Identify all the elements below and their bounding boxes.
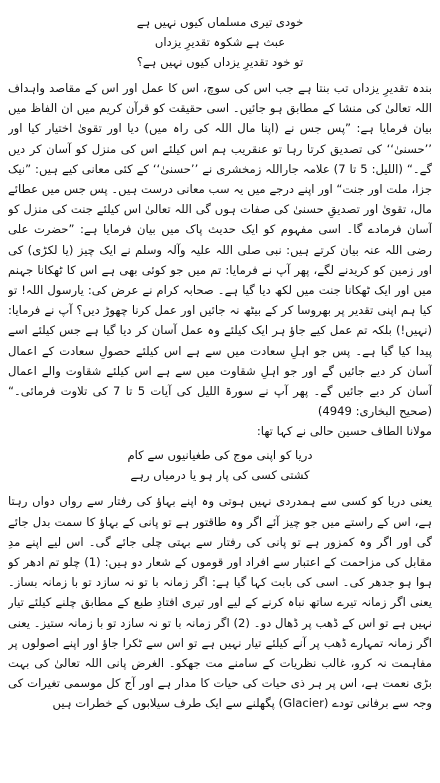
poem-top-line-3: تو خود تقدیرِ یزداں کیوں نہیں ہے؟ (136, 55, 304, 69)
poem-top-line-2: عبث ہے شکوہ تقدیرِ یزداں (154, 35, 286, 49)
poem-bottom-line-2: کشتی کسی کی پار ہو یا درمیاں رہے (130, 468, 310, 483)
paragraph-2: یعنی دریا کو کسی سے ہمدردی نہیں ہوتی وہ اپنے بہاؤ کی رفتار سے رواں دواں رہتا ہے، اس کے راستے میں جو چیز آئے اگر وہ طاقتور ہے تو پانی کے بہاؤ کا سمت بدل جائے گی اور اگر وہ کمزور ہے تو پانی کی رفتار سے بہتی چلی جائے گی۔ اس لیے اپنے مدِ مقابل کی مزاحمت کے اعتبار سے افراد اور قوموں کے شعار دو ہیں: (1) چلو تم ادھر کو ہوا ہو جدھر کی۔ اسی کی بابت کہا گیا ہے: اگر زمانہ با تو نہ سازد تو با زمانہ بساز۔ یعنی اگر زمانہ تیرے ساتھ نباہ کرنے کے لیے اور تیری افتادِ طبع کے مطابق چلنے کیلئے تیار نہیں ہے تو اس کے ڈھب پر ڈھال دو۔ (2) اگر زمانہ با تو نہ سازد تو با زمانہ ستیز۔ یعنی اگر زمانہ تمہارے ڈھب پر آنے کیلئے تیار نہیں ہے تو اس سے ٹکرا جاؤ اور اپنے اصولوں پر مفاہمت نہ کرو، غالب نظریات کے سامنے مت جھکو۔ الغرض پانی اللہ تعالیٰ کی بہت بڑی نعمت ہے، اس پر ہر ذی حیات کی حیات کا مدار ہے اور آج کل موسمی تغیرات کی وجہ سے برفانی تودے (Glacier) پگھلنے سے ایک طرف سیلابوں کے خطرات ہیں (8, 494, 432, 711)
poem-top-line-1: خودی تیری مسلماں کیوں نہیں ہے (136, 15, 304, 29)
article-page (8, 4, 432, 779)
poem-top (8, 12, 432, 72)
attribution-line: مولانا الطاف حسین حالی نے کہا تھا: (256, 424, 432, 439)
poem-bottom-line-1: دریا کو اپنی موج کی طغیانیوں سے کام (127, 448, 313, 463)
paragraph-1: بندہ تقدیرِ یزداں تب بنتا ہے جب اس کی سوچ، اس کا عمل اور اس کے مقاصد واہداف اللہ تعالیٰ کی منشا کے مطابق ہو جائیں۔ اسی حقیقت کو قرآن کریم میں ان الفاظ میں بیان فرمایا ہے: ”پس جس نے (اپنا مال اللہ کی راہ میں) دیا اور تقویٰ اختیار کیا اور ’’حسنیٰ‘‘ کی تصدیق کرتا رہا تو عنقریب ہم اس کیلئے اس کی منزل کو آسان کر دیں گے۔“ (اللیل: 5 تا 7) علامہ جاراللہ زمخشری نے ’’حسنیٰ‘‘ کے کئی معانی کیے ہیں: ”نیک جزا، ملت اور جنت“ اور اپنے درجے میں یہ سب معانی درست ہیں۔ پس جس میں عطائے مال، تقویٰ اور تصدیقِ حسنیٰ کی صفات ہوں گی اللہ تعالیٰ اس کیلئے جنت کی منزل کو آسان فرمادے گا۔ اسی مفہوم کو ایک حدیث پاک میں بیان فرمایا ہے: ”حضرت علی رضی اللہ عنہ بیان کرتے ہیں: نبی صلی اللہ علیہ وآلہ وسلم نے ایک چیز (یا لکڑی) کی اور زمین کو کریدنے لگے، پھر آپ نے فرمایا: تم میں جو کوئی بھی ہے اس کا ٹھکانا جہنم میں اور ایک ٹھکانا جنت میں لکھ دیا گیا ہے۔ صحابہ کرام نے عرض کی: یارسول اللہ! تو کیا ہم اپنی تقدیر پر بھروسا کر کے بیٹھ نہ جائیں اور عمل کرنا چھوڑ دیں؟ آپ نے فرمایا: (نہیں!) بلکہ تم عمل کیے جاؤ ہر ایک کیلئے وہ عمل آسان کر دیا گیا ہے جس کیلئے اسے پیدا کیا گیا ہے۔ پس جو اہلِ سعادت میں سے ہے اس کیلئے حصولِ سعادت کے اعمال آسان کر دیے جائیں گے اور جو اہلِ شقاوت میں سے ہے اس کیلئے شقاوت والے اعمال آسان کر دیے جائیں گے۔ پھر آپ نے سورۃ اللیل کی آیات 5 تا 7 کی تلاوت فرمائی۔“ (صحیح البخاری: 4949) (8, 81, 432, 419)
poem-bottom (8, 445, 432, 485)
